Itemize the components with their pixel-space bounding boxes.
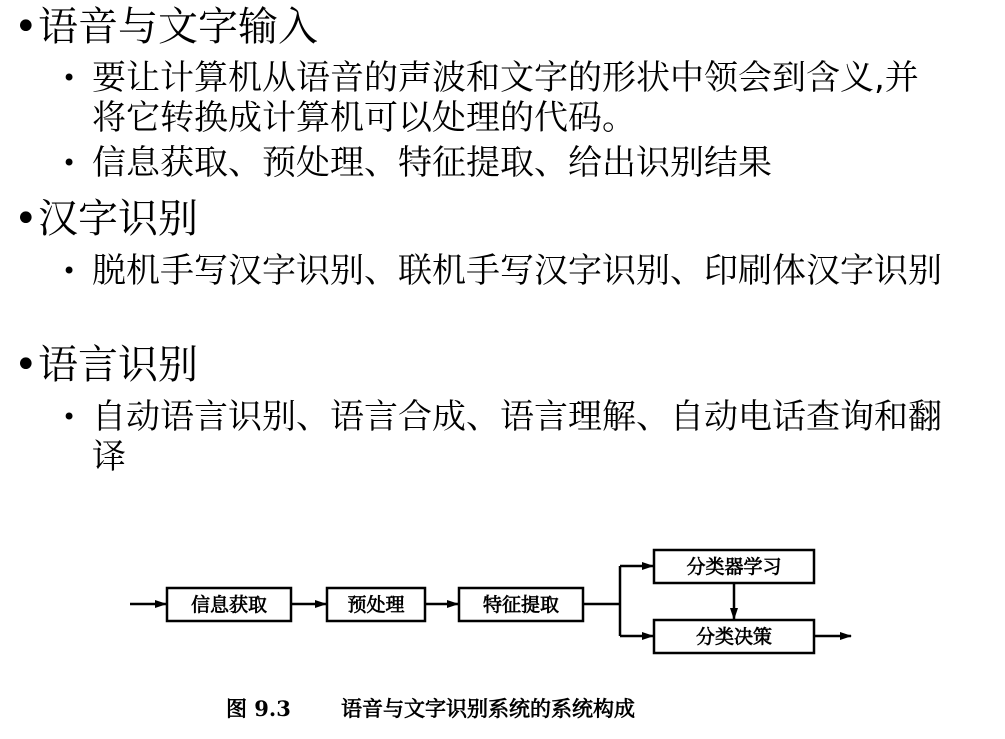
bullet-item	[62, 397, 942, 477]
box-label: 特征提取	[482, 594, 560, 616]
bullet-item	[62, 251, 942, 291]
flow-diagram	[0, 530, 1005, 739]
heading-text: 语音与文字输入	[38, 4, 318, 50]
bullet-icon: •	[14, 342, 38, 388]
bullet-item-text: 信息获取、预处理、特征提取、给出识别结果	[92, 143, 772, 183]
box-preprocessing	[327, 588, 425, 621]
figure-caption-number: 图 9.3	[226, 696, 291, 721]
bullet-icon: •	[62, 149, 77, 177]
bullet-item-text: 脱机手写汉字识别、联机手写汉字识别、印刷体汉字识别	[92, 251, 942, 291]
bullet-item-text: 自动语言识别、语言合成、语言理解、自动电话查询和翻译	[92, 397, 942, 477]
box-info-acquisition	[167, 588, 291, 621]
bullet-icon: •	[14, 196, 38, 242]
bullet-heading-chinese-character-recognition	[14, 196, 198, 242]
box-label: 分类决策	[695, 626, 773, 648]
bullet-item-text: 要让计算机从语音的声波和文字的形状中领会到含义,并将它转换成计算机可以处理的代码。	[92, 58, 919, 138]
recognition-system-figure	[0, 530, 1005, 739]
bullet-icon: •	[14, 4, 38, 50]
bullet-item	[62, 58, 942, 138]
box-classification-decision	[654, 620, 814, 653]
box-feature-extraction	[459, 588, 583, 621]
figure-caption-text: 语音与文字识别系统的系统构成	[341, 696, 635, 721]
bullet-heading-speech-text-input	[14, 4, 318, 50]
box-label: 信息获取	[190, 594, 268, 616]
bullet-heading-language-recognition	[14, 342, 198, 388]
box-label: 分类器学习	[686, 556, 782, 578]
heading-text: 汉字识别	[38, 196, 198, 242]
box-classifier-learning	[654, 550, 814, 583]
bullet-icon: •	[62, 403, 77, 431]
heading-text: 语言识别	[38, 342, 198, 388]
box-label: 预处理	[347, 594, 405, 616]
bullet-item	[62, 143, 942, 183]
bullet-icon: •	[62, 64, 77, 92]
bullet-icon: •	[62, 257, 77, 285]
